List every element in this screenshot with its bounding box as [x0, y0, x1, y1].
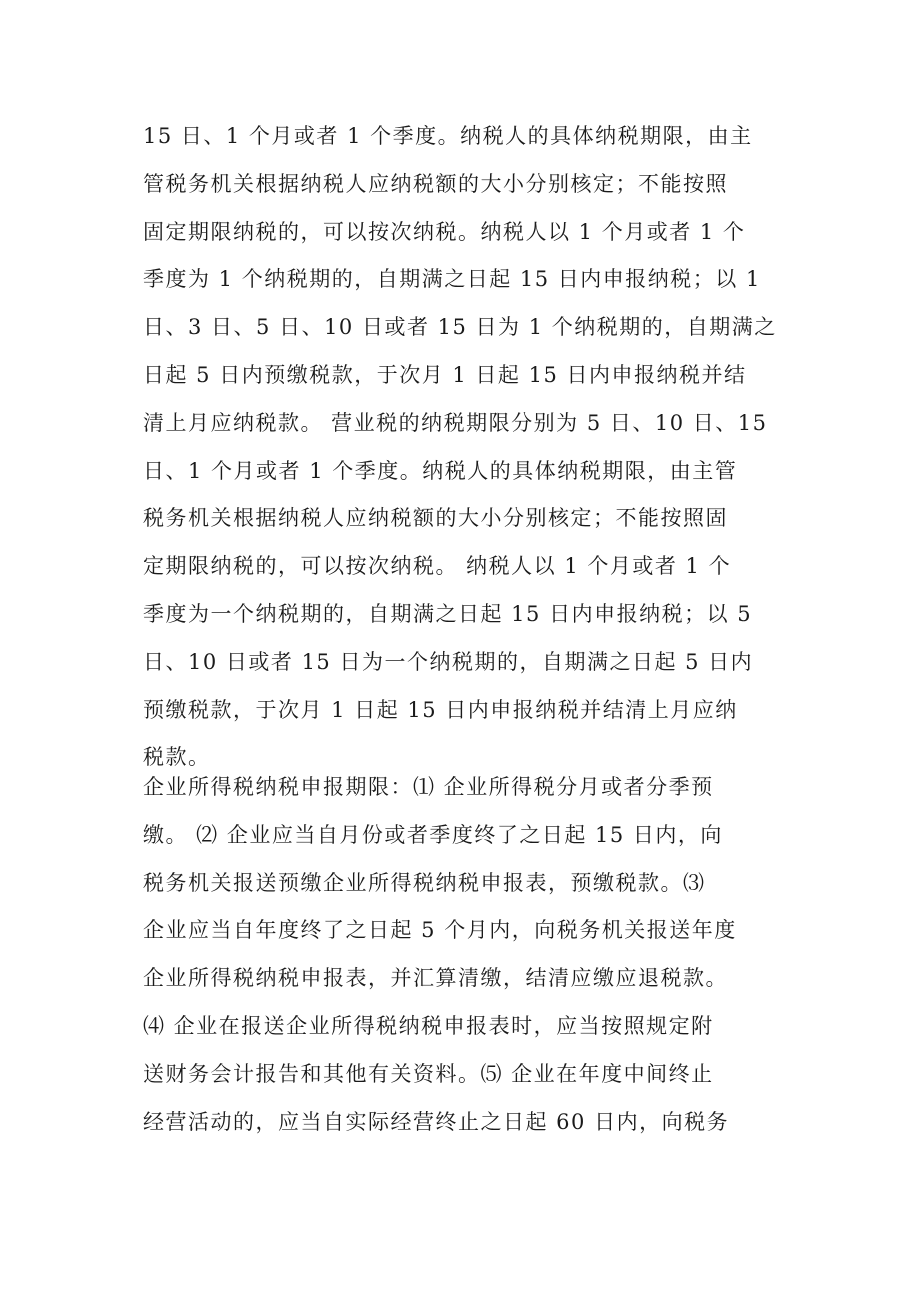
- text-line: 预缴税款，于次月 1 日起 15 日内申报纳税并结清上月应纳: [143, 697, 738, 722]
- text-line: 日、3 日、5 日、10 日或者 15 日为 1 个纳税期的，自期满之: [143, 315, 777, 340]
- text-line: 清上月应纳税款。 营业税的纳税期限分别为 5 日、10 日、15: [143, 410, 768, 435]
- text-line: 企业所得税纳税申报表，并汇算清缴，结清应缴应退税款。: [143, 966, 728, 991]
- text-line: 日、1 个月或者 1 个季度。纳税人的具体纳税期限，由主管: [143, 458, 738, 483]
- text-line: 15 日、1 个月或者 1 个季度。纳税人的具体纳税期限，由主: [143, 124, 753, 148]
- text-line: 固定期限纳税的，可以按次纳税。纳税人以 1 个月或者 1 个: [143, 219, 746, 244]
- text-line: 送财务会计报告和其他有关资料。⑸ 企业在年度中间终止: [143, 1061, 714, 1086]
- paragraph-tax-period: [143, 113, 803, 782]
- text-line: 定期限纳税的，可以按次纳税。 纳税人以 1 个月或者 1 个: [143, 554, 732, 579]
- text-line: 日起 5 日内预缴税款，于次月 1 日起 15 日内申报纳税并结: [143, 362, 747, 387]
- text-line: 税务机关报送预缴企业所得税纳税申报表，预缴税款。⑶: [143, 870, 706, 895]
- text-line: 企业应当自年度终了之日起 5 个月内，向税务机关报送年度: [143, 918, 737, 943]
- text-line: 季度为一个纳税期的，自期满之日起 15 日内申报纳税；以 5: [143, 601, 753, 626]
- paragraph-corporate-income-tax: [143, 764, 803, 1146]
- text-line: 缴。 ⑵ 企业应当自月份或者季度终了之日起 15 日内，向: [143, 822, 723, 847]
- text-line: 税款。: [143, 745, 211, 770]
- text-line: 经营活动的，应当自实际经营终止之日起 60 日内，向税务: [143, 1109, 730, 1134]
- text-line: 管税务机关根据纳税人应纳税额的大小分别核定；不能按照: [143, 171, 728, 196]
- text-line: 日、10 日或者 15 日为一个纳税期的，自期满之日起 5 日内: [143, 649, 754, 674]
- text-line: 季度为 1 个纳税期的，自期满之日起 15 日内申报纳税；以 1: [143, 267, 761, 292]
- text-line: 企业所得税纳税申报期限：⑴ 企业所得税分月或者分季预: [143, 775, 714, 799]
- text-line: ⑷ 企业在报送企业所得税纳税申报表时，应当按照规定附: [143, 1013, 714, 1038]
- text-line: 税务机关根据纳税人应纳税额的大小分别核定；不能按照固: [143, 506, 728, 531]
